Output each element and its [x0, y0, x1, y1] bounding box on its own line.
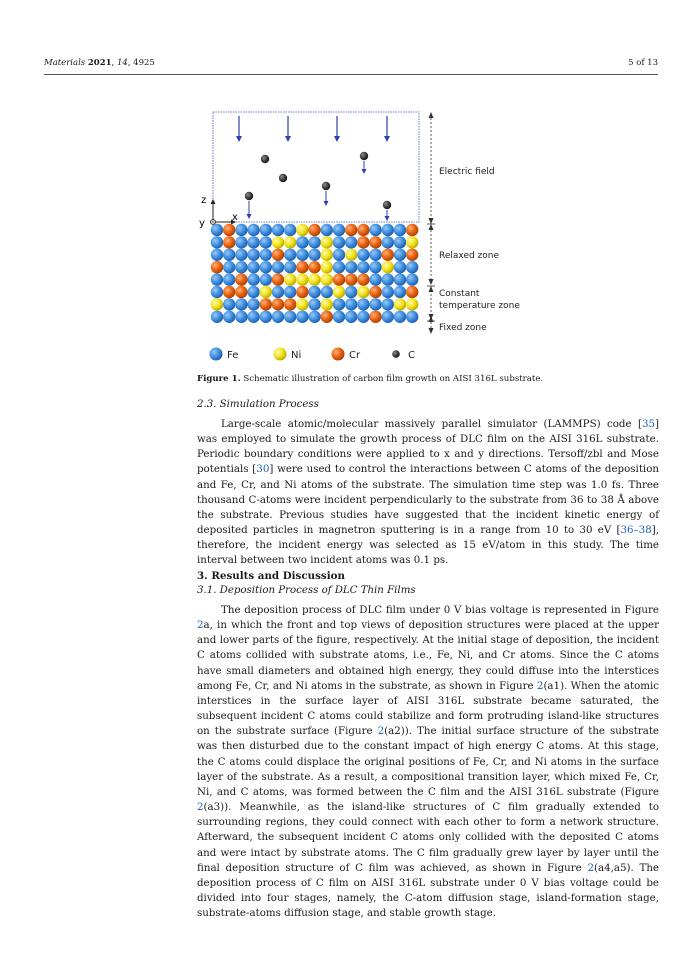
electric-field-label: Electric field: [439, 167, 495, 177]
fe-atom: [260, 311, 272, 323]
fe-atom: [211, 286, 223, 298]
fixed-zone-label: Fixed zone: [439, 323, 487, 333]
ni-atom: [345, 249, 357, 261]
fe-atom: [357, 311, 369, 323]
coordinate-axes: [199, 195, 238, 229]
incident-carbon-atoms: [245, 152, 391, 221]
carbon-atom: [383, 201, 391, 209]
fe-atom: [406, 261, 418, 273]
fe-atom: [345, 236, 357, 248]
field-arrow-head: [384, 136, 390, 142]
fe-atom: [369, 224, 381, 236]
fe-atom: [260, 236, 272, 248]
section-3-1-paragraph: The deposition process of DLC film under 0 V bias voltage is represented in Figure 2a, in which the front and top views of deposition structures were placed at the upper and lower parts of the figure, respectively. At the initial stage of deposition, the incident C atoms collided with substrate atoms, i.e., Fe, Ni, and Cr atoms. Since the C atoms have small diameters and obtained high energy, they could diffuse into the interstices among Fe, Cr, and Ni atoms in the substrate, as shown in Figure 2(a1). When the atomic interstices in the surface layer of AISI 316L substrate became saturated, the subsequent incident C atoms could stabilize and form protruding island-like structures on the substrate surface (Figure 2(a2)). The initial surface structure of the substrate was then disturbed due to the constant impact of high energy C atoms. At this stage, the C atoms could displace the original positions of Fe, Cr, and Ni atoms in the surface layer of the substrate. As a result, a compositional transition layer, which mixed Fe, Cr, Ni, and C atoms, was formed between the C film and the AISI 316L substrate (Figure 2(a3)). Meanwhile, as the island-like structures of C film gradually extended to surrounding regions, they could connect with each other to form a network structure. Afterward, the subsequent incident C atoms only collided with the deposited C atoms and were intact by substrate atoms. The C film gradually grew layer by layer until the final deposition structure of C film was achieved, as shown in Figure 2(a4,a5). The deposition process of C film on AISI 316L substrate under 0 V bias voltage could be divided into four stages, namely, the C-atom diffusion stage, island-formation stage, substrate-atoms diffusion stage, and stable growth stage.: [197, 604, 660, 920]
figure-1: [196, 104, 536, 366]
legend-c-swatch: [392, 350, 400, 358]
ni-atom: [211, 298, 223, 310]
carbon-velocity-arrow-head: [324, 201, 329, 206]
legend-fe-label: Fe: [227, 350, 239, 361]
fe-atom: [247, 298, 259, 310]
cr-atom: [235, 286, 247, 298]
field-arrow-head: [334, 136, 340, 142]
cr-atom: [345, 224, 357, 236]
fe-atom: [382, 273, 394, 285]
fe-atom: [394, 261, 406, 273]
fe-atom: [333, 311, 345, 323]
fe-atom: [247, 249, 259, 261]
cr-atom: [223, 236, 235, 248]
figure-link[interactable]: 2: [377, 725, 385, 738]
z-axis-label: z: [201, 195, 207, 206]
fe-atom: [308, 311, 320, 323]
fe-atom: [284, 311, 296, 323]
fe-atom: [333, 298, 345, 310]
fe-atom: [296, 236, 308, 248]
fe-atom: [211, 249, 223, 261]
field-arrow-head: [236, 136, 242, 142]
substrate-atoms: [211, 224, 419, 323]
fe-atom: [272, 286, 284, 298]
journal-volume: 14: [116, 58, 128, 68]
y-axis-dot: [212, 221, 214, 223]
ni-atom: [382, 261, 394, 273]
fe-atom: [382, 298, 394, 310]
fe-atom: [235, 298, 247, 310]
fe-atom: [284, 286, 296, 298]
fe-atom: [235, 236, 247, 248]
ni-atom: [321, 298, 333, 310]
fe-atom: [247, 236, 259, 248]
ni-atom: [321, 261, 333, 273]
cr-atom: [272, 273, 284, 285]
fe-atom: [296, 311, 308, 323]
cr-atom: [382, 249, 394, 261]
fe-atom: [406, 311, 418, 323]
fe-atom: [296, 249, 308, 261]
fe-atom: [260, 273, 272, 285]
figure-link[interactable]: 2: [197, 619, 204, 632]
page-number: 5 of 13: [628, 58, 658, 68]
cr-atom: [321, 311, 333, 323]
constant-temp-label-1: Constant: [439, 289, 480, 299]
fe-atom: [260, 224, 272, 236]
cr-atom: [223, 224, 235, 236]
legend-fe-swatch: [210, 348, 223, 361]
fe-atom: [333, 261, 345, 273]
cr-atom: [369, 236, 381, 248]
zone-arrow: [429, 279, 434, 285]
ni-atom: [308, 273, 320, 285]
cr-atom: [357, 273, 369, 285]
fe-atom: [235, 311, 247, 323]
figure-link[interactable]: 2: [587, 861, 594, 874]
fe-atom: [333, 224, 345, 236]
cr-atom: [406, 224, 418, 236]
field-arrow-head: [285, 136, 291, 142]
fe-atom: [382, 311, 394, 323]
cr-atom: [223, 286, 235, 298]
fe-atom: [394, 249, 406, 261]
fe-atom: [223, 273, 235, 285]
cr-atom: [235, 273, 247, 285]
fe-atom: [308, 298, 320, 310]
fe-atom: [272, 311, 284, 323]
ni-atom: [406, 236, 418, 248]
electric-field-arrows: [236, 116, 390, 142]
fe-atom: [284, 249, 296, 261]
fe-atom: [211, 224, 223, 236]
fe-atom: [223, 261, 235, 273]
section-2-3-heading: 2.3. Simulation Process: [197, 399, 319, 410]
cr-atom: [369, 286, 381, 298]
fe-atom: [357, 261, 369, 273]
zone-arrow: [429, 328, 434, 334]
caption-label: Figure 1.: [197, 374, 241, 384]
zone-arrow: [429, 112, 434, 118]
cr-atom: [272, 298, 284, 310]
ni-atom: [394, 298, 406, 310]
fe-atom: [369, 261, 381, 273]
carbon-atom: [360, 152, 368, 160]
fe-atom: [223, 311, 235, 323]
carbon-velocity-arrow-head: [362, 169, 367, 174]
legend-cr-label: Cr: [349, 350, 361, 361]
cr-atom: [345, 273, 357, 285]
fe-atom: [345, 286, 357, 298]
fe-atom: [284, 224, 296, 236]
cr-atom: [296, 286, 308, 298]
cr-atom: [308, 224, 320, 236]
zone-arrow: [429, 218, 434, 224]
figure-legend: [210, 348, 416, 362]
ni-atom: [357, 286, 369, 298]
ni-atom: [284, 273, 296, 285]
citation-link[interactable]: 36–38: [620, 524, 652, 537]
z-axis-head: [211, 199, 216, 204]
fe-atom: [394, 224, 406, 236]
fe-atom: [272, 224, 284, 236]
ni-atom: [321, 249, 333, 261]
carbon-atom: [279, 174, 287, 182]
fe-atom: [308, 249, 320, 261]
cr-atom: [406, 286, 418, 298]
figure-link[interactable]: 2: [536, 679, 544, 692]
fe-atom: [357, 249, 369, 261]
fe-atom: [369, 298, 381, 310]
section-2-3-paragraph: Large-scale atomic/molecular massively parallel simulator (LAMMPS) code [35] was employed to simulate the growth process of DLC film on the AISI 316L substrate. Periodic boundary conditions were applied to x and y directions. Tersoff/zbl and Mose potentials [30] were used to control the interactions between C atoms of the deposition and Fe, Cr, and Ni atoms of the substrate. The simulation time step was 1.0 fs. Three thousand C-atoms were incident perpendicularly to the substrate from 36 to 38 Å above the substrate. Previous studies have suggested that the incident kinetic energy of deposited particles in magnetron sputtering is in a range from 10 to 30 eV [36–38], therefore, the incident energy was selected as 15 eV/atom in this study. The time interval between two incident atoms was 0.1 ps.: [197, 418, 659, 567]
cr-atom: [333, 273, 345, 285]
ni-atom: [321, 236, 333, 248]
ni-atom: [296, 298, 308, 310]
cr-atom: [369, 311, 381, 323]
ni-atom: [260, 286, 272, 298]
ni-atom: [406, 298, 418, 310]
carbon-atom: [245, 192, 253, 200]
zone-annotations: [427, 112, 520, 334]
ni-atom: [296, 224, 308, 236]
cr-atom: [308, 261, 320, 273]
fe-atom: [284, 261, 296, 273]
cr-atom: [272, 249, 284, 261]
ni-atom: [333, 286, 345, 298]
fe-atom: [382, 236, 394, 248]
ni-atom: [321, 273, 333, 285]
legend-c-label: C: [408, 350, 415, 361]
fe-atom: [308, 236, 320, 248]
section-3-1-heading: 3.1. Deposition Process of DLC Thin Films: [197, 585, 416, 596]
fe-atom: [247, 286, 259, 298]
cr-atom: [406, 249, 418, 261]
fe-atom: [211, 311, 223, 323]
fe-atom: [394, 286, 406, 298]
journal-name: Materials: [44, 58, 86, 68]
article-number: 4925: [133, 58, 155, 68]
fe-atom: [235, 261, 247, 273]
fe-atom: [308, 286, 320, 298]
fe-atom: [406, 273, 418, 285]
cr-atom: [284, 298, 296, 310]
fe-atom: [345, 311, 357, 323]
fe-atom: [394, 273, 406, 285]
fe-atom: [223, 249, 235, 261]
fe-atom: [260, 261, 272, 273]
fe-atom: [247, 273, 259, 285]
fe-atom: [211, 273, 223, 285]
journal-year: 2021: [87, 58, 112, 68]
cr-atom: [260, 298, 272, 310]
relaxed-zone-label: Relaxed zone: [439, 251, 500, 261]
fe-atom: [272, 261, 284, 273]
citation-link[interactable]: 30: [256, 463, 270, 476]
fe-atom: [235, 249, 247, 261]
fe-atom: [321, 224, 333, 236]
running-header-citation: Materials 2021, 14, 4925: [44, 58, 155, 68]
legend-ni-label: Ni: [291, 350, 302, 361]
ni-atom: [284, 236, 296, 248]
fe-atom: [247, 261, 259, 273]
fe-atom: [211, 236, 223, 248]
fe-atom: [260, 249, 272, 261]
cr-atom: [211, 261, 223, 273]
zone-arrow: [429, 286, 434, 292]
fe-atom: [223, 298, 235, 310]
fe-atom: [394, 236, 406, 248]
ni-atom: [272, 236, 284, 248]
figure-link[interactable]: 2: [197, 801, 204, 814]
fe-atom: [333, 236, 345, 248]
zone-arrow: [429, 316, 434, 322]
section-3-heading: 3. Results and Discussion: [197, 570, 345, 582]
fe-atom: [357, 298, 369, 310]
carbon-velocity-arrow-head: [385, 216, 390, 221]
fe-atom: [382, 224, 394, 236]
fe-atom: [369, 273, 381, 285]
legend-cr-swatch: [332, 348, 345, 361]
legend-ni-swatch: [274, 348, 287, 361]
figure-1-caption: [197, 374, 543, 384]
figure-1-schematic: [196, 104, 536, 366]
header-divider: [44, 74, 658, 75]
cr-atom: [296, 261, 308, 273]
fe-atom: [321, 286, 333, 298]
ni-atom: [296, 273, 308, 285]
cr-atom: [357, 236, 369, 248]
carbon-atom: [261, 155, 269, 163]
caption-text: Schematic illustration of carbon film growth on AISI 316L substrate.: [243, 374, 544, 384]
fe-atom: [333, 249, 345, 261]
cr-atom: [357, 224, 369, 236]
x-axis-label: x: [232, 212, 238, 223]
fe-atom: [382, 286, 394, 298]
fe-atom: [247, 224, 259, 236]
citation-link[interactable]: 35: [641, 418, 655, 430]
fe-atom: [345, 261, 357, 273]
carbon-velocity-arrow-head: [247, 214, 252, 219]
fe-atom: [394, 311, 406, 323]
fe-atom: [345, 298, 357, 310]
y-axis-label: y: [199, 218, 205, 229]
carbon-atom: [322, 182, 330, 190]
fe-atom: [235, 224, 247, 236]
fe-atom: [247, 311, 259, 323]
zone-arrow: [429, 224, 434, 230]
fe-atom: [369, 249, 381, 261]
constant-temp-label-2: temperature zone: [439, 301, 520, 311]
